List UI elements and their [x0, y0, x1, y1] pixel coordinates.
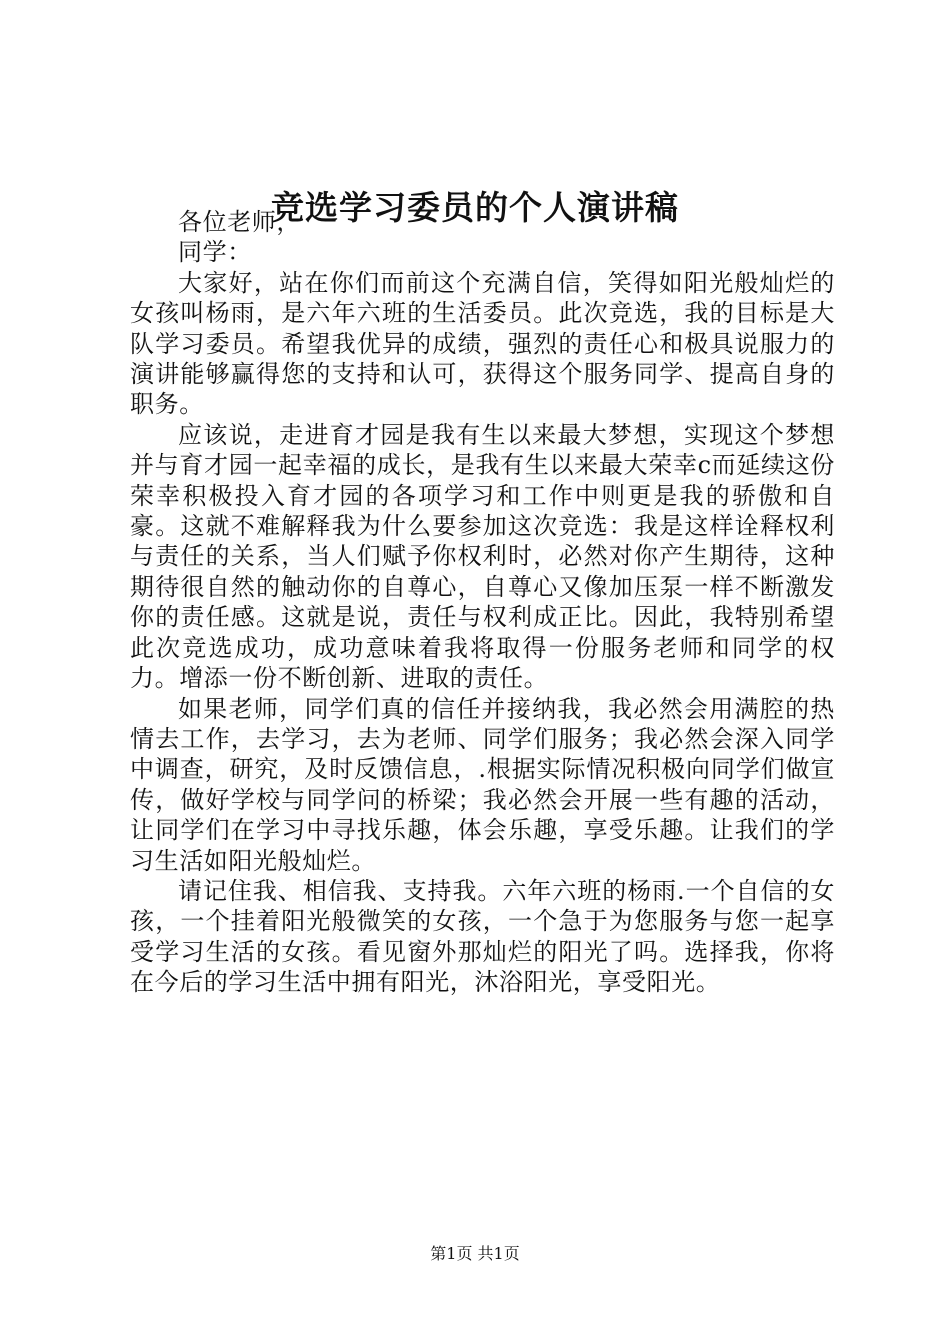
page-number-footer: 第1页 共1页	[430, 1244, 520, 1263]
document-title: 竞选学习委员的个人演讲稿	[271, 188, 679, 227]
paragraph: 大家好，站在你们而前这个充满自信，笑得如阳光般灿烂的女孩叫杨雨，是六年六班的生活委员。此次竞选，我的目标是大队学习委员。希望我优异的成绩，强烈的责任心和极具说服力的演讲能够赢得您的支持和认可，获得这个服务同学、提高自身的职务。	[130, 268, 835, 419]
paragraph: 如果老师，同学们真的信任并接纳我，我必然会用满腔的热情去工作，去学习，去为老师、同学们服务；我必然会深入同学中调查，研究，及时反馈信息，.根据实际情况积极向同学们做宣传，做好学校与同学问的桥梁；我必然会开展一些有趣的活动，让同学们在学习中寻找乐趣，体会乐趣，享受乐趣。让我们的学习生活如阳光般灿烂。	[130, 694, 835, 875]
paragraph: 请记住我、相信我、支持我。六年六班的杨雨.一个自信的女孩，一个挂着阳光般微笑的女孩，一个急于为您服务与您一起享受学习生活的女孩。看见窗外那灿烂的阳光了吗。选择我，你将在今后的学习生活中拥有阳光，沐浴阳光，享受阳光。	[130, 876, 835, 997]
paragraph: 应该说，走进育才园是我有生以来最大梦想，实现这个梦想并与育才园一起幸福的成长，是我有生以来最大荣幸c而延续这份荣幸积极投入育才园的各项学习和工作中则更是我的骄傲和自豪。这就不难解释我为什么要参加这次竞选：我是这样诠释权利与责任的关系，当人们赋予你权利时，必然对你产生期待，这种期待很自然的触动你的自尊心，自尊心又像加压泵一样不断激发你的责任感。这就是说，责任与权利成正比。因此，我特别希望此次竞选成功，成功意味着我将取得一份服务老师和同学的权力。增添一份不断创新、进取的责任。	[130, 420, 835, 693]
salutation-line: 各位老师，	[178, 208, 301, 236]
document-body	[130, 207, 835, 998]
salutation-line: 同学：	[178, 238, 252, 267]
